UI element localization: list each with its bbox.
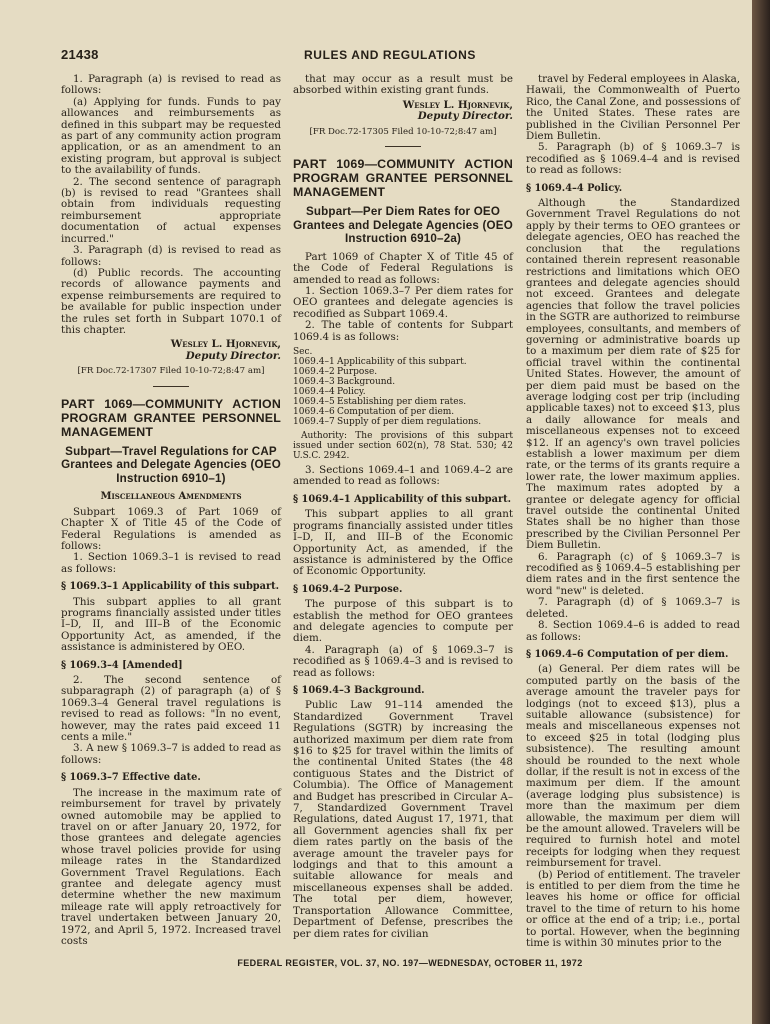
- toc-section-number: 1069.4–4: [293, 387, 335, 398]
- paragraph: 2. The table of contents for Subpart 1069.4 is as follows:: [293, 319, 513, 343]
- signature-name: Wesley L. Hjornevik,: [402, 98, 513, 111]
- text-column-2: [293, 73, 513, 940]
- section-heading: § 1069.4–2 Purpose.: [293, 583, 403, 595]
- paragraph: travel by Federal employees in Alaska, Hawaii, the Commonwealth of Puerto Rico, the Canal Zone, and possessions of the United States. These rates are published in the Civilian Personnel Per Diem Bulletin.: [526, 73, 740, 143]
- page-edge-shadow: [752, 0, 770, 1024]
- paragraph: 4. Paragraph (a) of § 1069.3–7 is recodified as § 1069.4–3 and is revised to read as follows:: [293, 643, 513, 679]
- toc-section-title: Background.: [337, 377, 396, 388]
- toc-section-title: Policy.: [337, 387, 366, 398]
- small-caps-heading: Miscellaneous Amendments: [100, 491, 242, 503]
- toc-section-number: 1069.4–3: [293, 377, 335, 388]
- part-heading: PART 1069—COMMUNITY ACTION PROGRAM GRANTEE PERSONNEL MANAGEMENT: [61, 396, 281, 439]
- page-footer: FEDERAL REGISTER, VOL. 37, NO. 197—WEDNESDAY, OCTOBER 11, 1972: [237, 958, 583, 968]
- paragraph: 1. Section 1069.3–7 Per diem rates for OEO grantees and delegate agencies is recodified as Subpart 1069.4.: [293, 285, 513, 320]
- signature-name: Wesley L. Hjornevik,: [170, 338, 281, 351]
- toc-section-title: Applicability of this subpart.: [337, 357, 467, 368]
- text-column-1: [61, 73, 281, 947]
- paragraph: This subpart applies to all grant programs financially assisted under titles I–D, II, and III–B of the Economic Opportunity Act, as amended, if the assistance is administered by OEO.: [61, 595, 281, 654]
- section-heading: § 1069.4–6 Computation of per diem.: [526, 648, 729, 660]
- toc-section-title: Establishing per diem rates.: [337, 397, 467, 408]
- paragraph: 7. Paragraph (d) of § 1069.3–7 is deleted.: [526, 596, 740, 620]
- subpart-heading: Subpart—Per Diem Rates for OEO Grantees and Delegate Agencies (OEO Instruction 6910–2a): [293, 205, 513, 246]
- rule-divider: [385, 146, 421, 147]
- toc-entry: [293, 397, 513, 407]
- paragraph: The increase in the maximum rate of reimbursement for travel by privately owned automobile may be applied to travel on or after January 20, 1972, for those grantees and delegate agencies whose travel policies provide for using mileage rates in the Standardized Government Travel Regulations. Each grantee and delegate agency must determine whether the new maximum mileage rate will apply retroactively for travel undertaken between January 20, 1972, and April 5, 1972. Increased travel costs: [61, 786, 281, 947]
- paragraph: 3. A new § 1069.3–7 is added to read as follows:: [61, 742, 281, 766]
- section-heading: § 1069.3–1 Applicability of this subpart.: [61, 581, 280, 593]
- toc-section-number: Sec.: [293, 347, 313, 358]
- toc-section-title: Purpose.: [337, 367, 378, 378]
- paragraph: (a) General. Per diem rates will be computed partly on the basis of the average amount the traveler pays for lodgings (not to exceed $13), plus a suitable allowance (subsistence) for meals and miscellaneous expenses not to exceed $25 in total (lodging plus subsistence). The resulting amount should be rounded to the next whole dollar, if the result is not in excess of the maximum per diem. If the amount (average lodging plus subsistence) is more than the maximum per diem allowable, the maximum per diem will be the amount allowed. Travelers will be required to furnish hotel and motel receipts for lodging when they request reimbursement for travel.: [526, 663, 740, 870]
- paragraph: 2. The second sentence of paragraph (b) is revised to read "Grantees shall obtain from individuals requesting reimbursement appropriate documentation of actual expenses incurred.": [61, 175, 281, 245]
- paragraph: that may occur as a result must be absorbed within existing grant funds.: [293, 73, 513, 97]
- toc-entry: [293, 357, 513, 367]
- section-heading: § 1069.4–3 Background.: [293, 684, 425, 696]
- section-heading: § 1069.4–4 Policy.: [526, 182, 623, 194]
- running-head: RULES AND REGULATIONS: [304, 48, 476, 62]
- part-heading: PART 1069—COMMUNITY ACTION PROGRAM GRANTEE PERSONNEL MANAGEMENT: [293, 157, 513, 200]
- paragraph: 8. Section 1069.4–6 is added to read as follows:: [526, 619, 740, 643]
- paragraph: (a) Applying for funds. Funds to pay allowances and reimbursements as defined in this subpart may be requested as part of any community action program application, or as an amendment to an existing program, but approval is subject to the availability of funds.: [61, 95, 281, 177]
- subpart-heading: Subpart—Travel Regulations for CAP Grantees and Delegate Agencies (OEO Instruction 6910–1): [61, 444, 281, 485]
- toc-section-number: 1069.4–2: [293, 367, 335, 378]
- toc-section-number: 1069.4–5: [293, 397, 335, 408]
- paragraph: 3. Sections 1069.4–1 and 1069.4–2 are amended to read as follows:: [293, 464, 513, 488]
- toc-entry: [293, 417, 513, 427]
- authority-note: Authority: The provisions of this subpart issued under section 602(n), 78 Stat. 530; 42 U.S.C. 2942.: [293, 431, 513, 462]
- page-number: 21438: [61, 47, 99, 62]
- fr-doc-citation: [FR Doc.72-17307 Filed 10-10-72;8:47 am]: [77, 366, 265, 377]
- rule-divider: [153, 386, 189, 387]
- fr-doc-citation: [FR Doc.72-17305 Filed 10-10-72;8:47 am]: [309, 126, 497, 137]
- section-heading: § 1069.4–1 Applicability of this subpart.: [293, 493, 512, 505]
- text-column-3: [526, 73, 740, 950]
- paragraph: (d) Public records. The accounting records of allowance payments and expense reimbursements are required to be available for public inspection under the rules set forth in Subpart 1070.1 of this chapter.: [61, 266, 281, 336]
- toc-section-number: 1069.4–1: [293, 357, 335, 368]
- paragraph: The purpose of this subpart is to establish the method for OEO grantees and delegate agencies to compute per diem.: [293, 598, 513, 645]
- toc-section-title: Computation of per diem.: [337, 407, 455, 418]
- paragraph: Subpart 1069.3 of Part 1069 of Chapter X of Title 45 of the Code of Federal Regulations is amended as follows:: [61, 505, 281, 552]
- paragraph: Part 1069 of Chapter X of Title 45 of the Code of Federal Regulations is amended to read as follows:: [293, 250, 513, 286]
- signature-title: Deputy Director.: [417, 110, 513, 123]
- toc-entry: [293, 347, 513, 357]
- signature-title: Deputy Director.: [185, 349, 281, 362]
- toc-section-title: Supply of per diem regulations.: [337, 417, 482, 428]
- paragraph: 2. The second sentence of subparagraph (2) of paragraph (a) of § 1069.3–4 General travel regulations is revised to read as follows: "In no event, however, may the rates paid exceed 11 cents a mile.": [61, 674, 281, 744]
- paragraph: This subpart applies to all grant programs financially assisted under titles I–D, II, and III–B of the Economic Opportunity Act, as amended, if the assistance is administered by the Office of Economic Opportunity.: [293, 508, 513, 578]
- section-heading: § 1069.3–4 [Amended]: [61, 659, 183, 671]
- paragraph: 6. Paragraph (c) of § 1069.3–7 is recodified as § 1069.4–5 establishing per diem rates and in the first sentence the word "new" is deleted.: [526, 550, 740, 597]
- toc-entry: [293, 407, 513, 417]
- toc-entry: [293, 367, 513, 377]
- paragraph: Public Law 91–114 amended the Standardized Government Travel Regulations (SGTR) by increasing the authorized maximum per diem rate from $16 to $25 for travel within the limits of the continental United States (the 48 contiguous States and the District of Columbia). The Office of Management and Budget has prescribed in Circular A–7, Standardized Government Travel Regulations, dated August 17, 1971, that all Government agencies shall fix per diem rates partly on the basis of the average amount the traveler pays for lodgings and that to this amount a suitable allowance for meals and miscellaneous expenses shall be added. The total per diem, however, Transportation Allowance Committee, Department of Defense, prescribes the per diem rates for civilian: [293, 699, 513, 940]
- paragraph: 3. Paragraph (d) is revised to read as follows:: [61, 244, 281, 268]
- paragraph: 5. Paragraph (b) of § 1069.3–7 is recodified as § 1069.4–4 and is revised to read as follows:: [526, 141, 740, 177]
- paragraph: (b) Period of entitlement. The traveler is entitled to per diem from the time he leaves his home or office for official travel to the time of return to his home or office at the end of a trip; i.e., portal to portal. However, when the beginning time is within 30 minutes prior to the: [526, 868, 740, 950]
- paragraph: Although the Standardized Government Travel Regulations do not apply by their terms to OEO grantees or delegate agencies, OEO has reached the conclusion that the regulations contained therein represent reasonable restrictions and limitations which OEO grantees and delegate agencies should not exceed. Grantees and delegate agencies that follow the travel policies in the SGTR are authorized to reimburse employees, consultants, and members of governing or administrative boards up to a maximum per diem rate of $25 for official travel within the continental United States. However, the amount of per diem paid must be based on the average lodging cost per trip (including applicable taxes) not to exceed $13, plus a daily allowance for meals and miscellaneous expenses not to exceed $12. If an agency's own travel policies establish a lower maximum per diem rate, or the terms of its grants require a lower rate, the lower maximum applies. The maximum rates adopted by a grantee or delegate agency for official travel outside the continental United States shall be no higher than those prescribed by the Civilian Personnel Per Diem Bulletin.: [526, 197, 740, 552]
- paragraph: 1. Paragraph (a) is revised to read as follows:: [61, 73, 281, 97]
- section-heading: § 1069.3–7 Effective date.: [61, 772, 201, 784]
- toc-section-number: 1069.4–7: [293, 417, 335, 428]
- toc-entry: [293, 387, 513, 397]
- toc-entry: [293, 377, 513, 387]
- table-of-contents: [293, 347, 513, 427]
- toc-section-number: 1069.4–6: [293, 407, 335, 418]
- paragraph: 1. Section 1069.3–1 is revised to read as follows:: [61, 551, 281, 575]
